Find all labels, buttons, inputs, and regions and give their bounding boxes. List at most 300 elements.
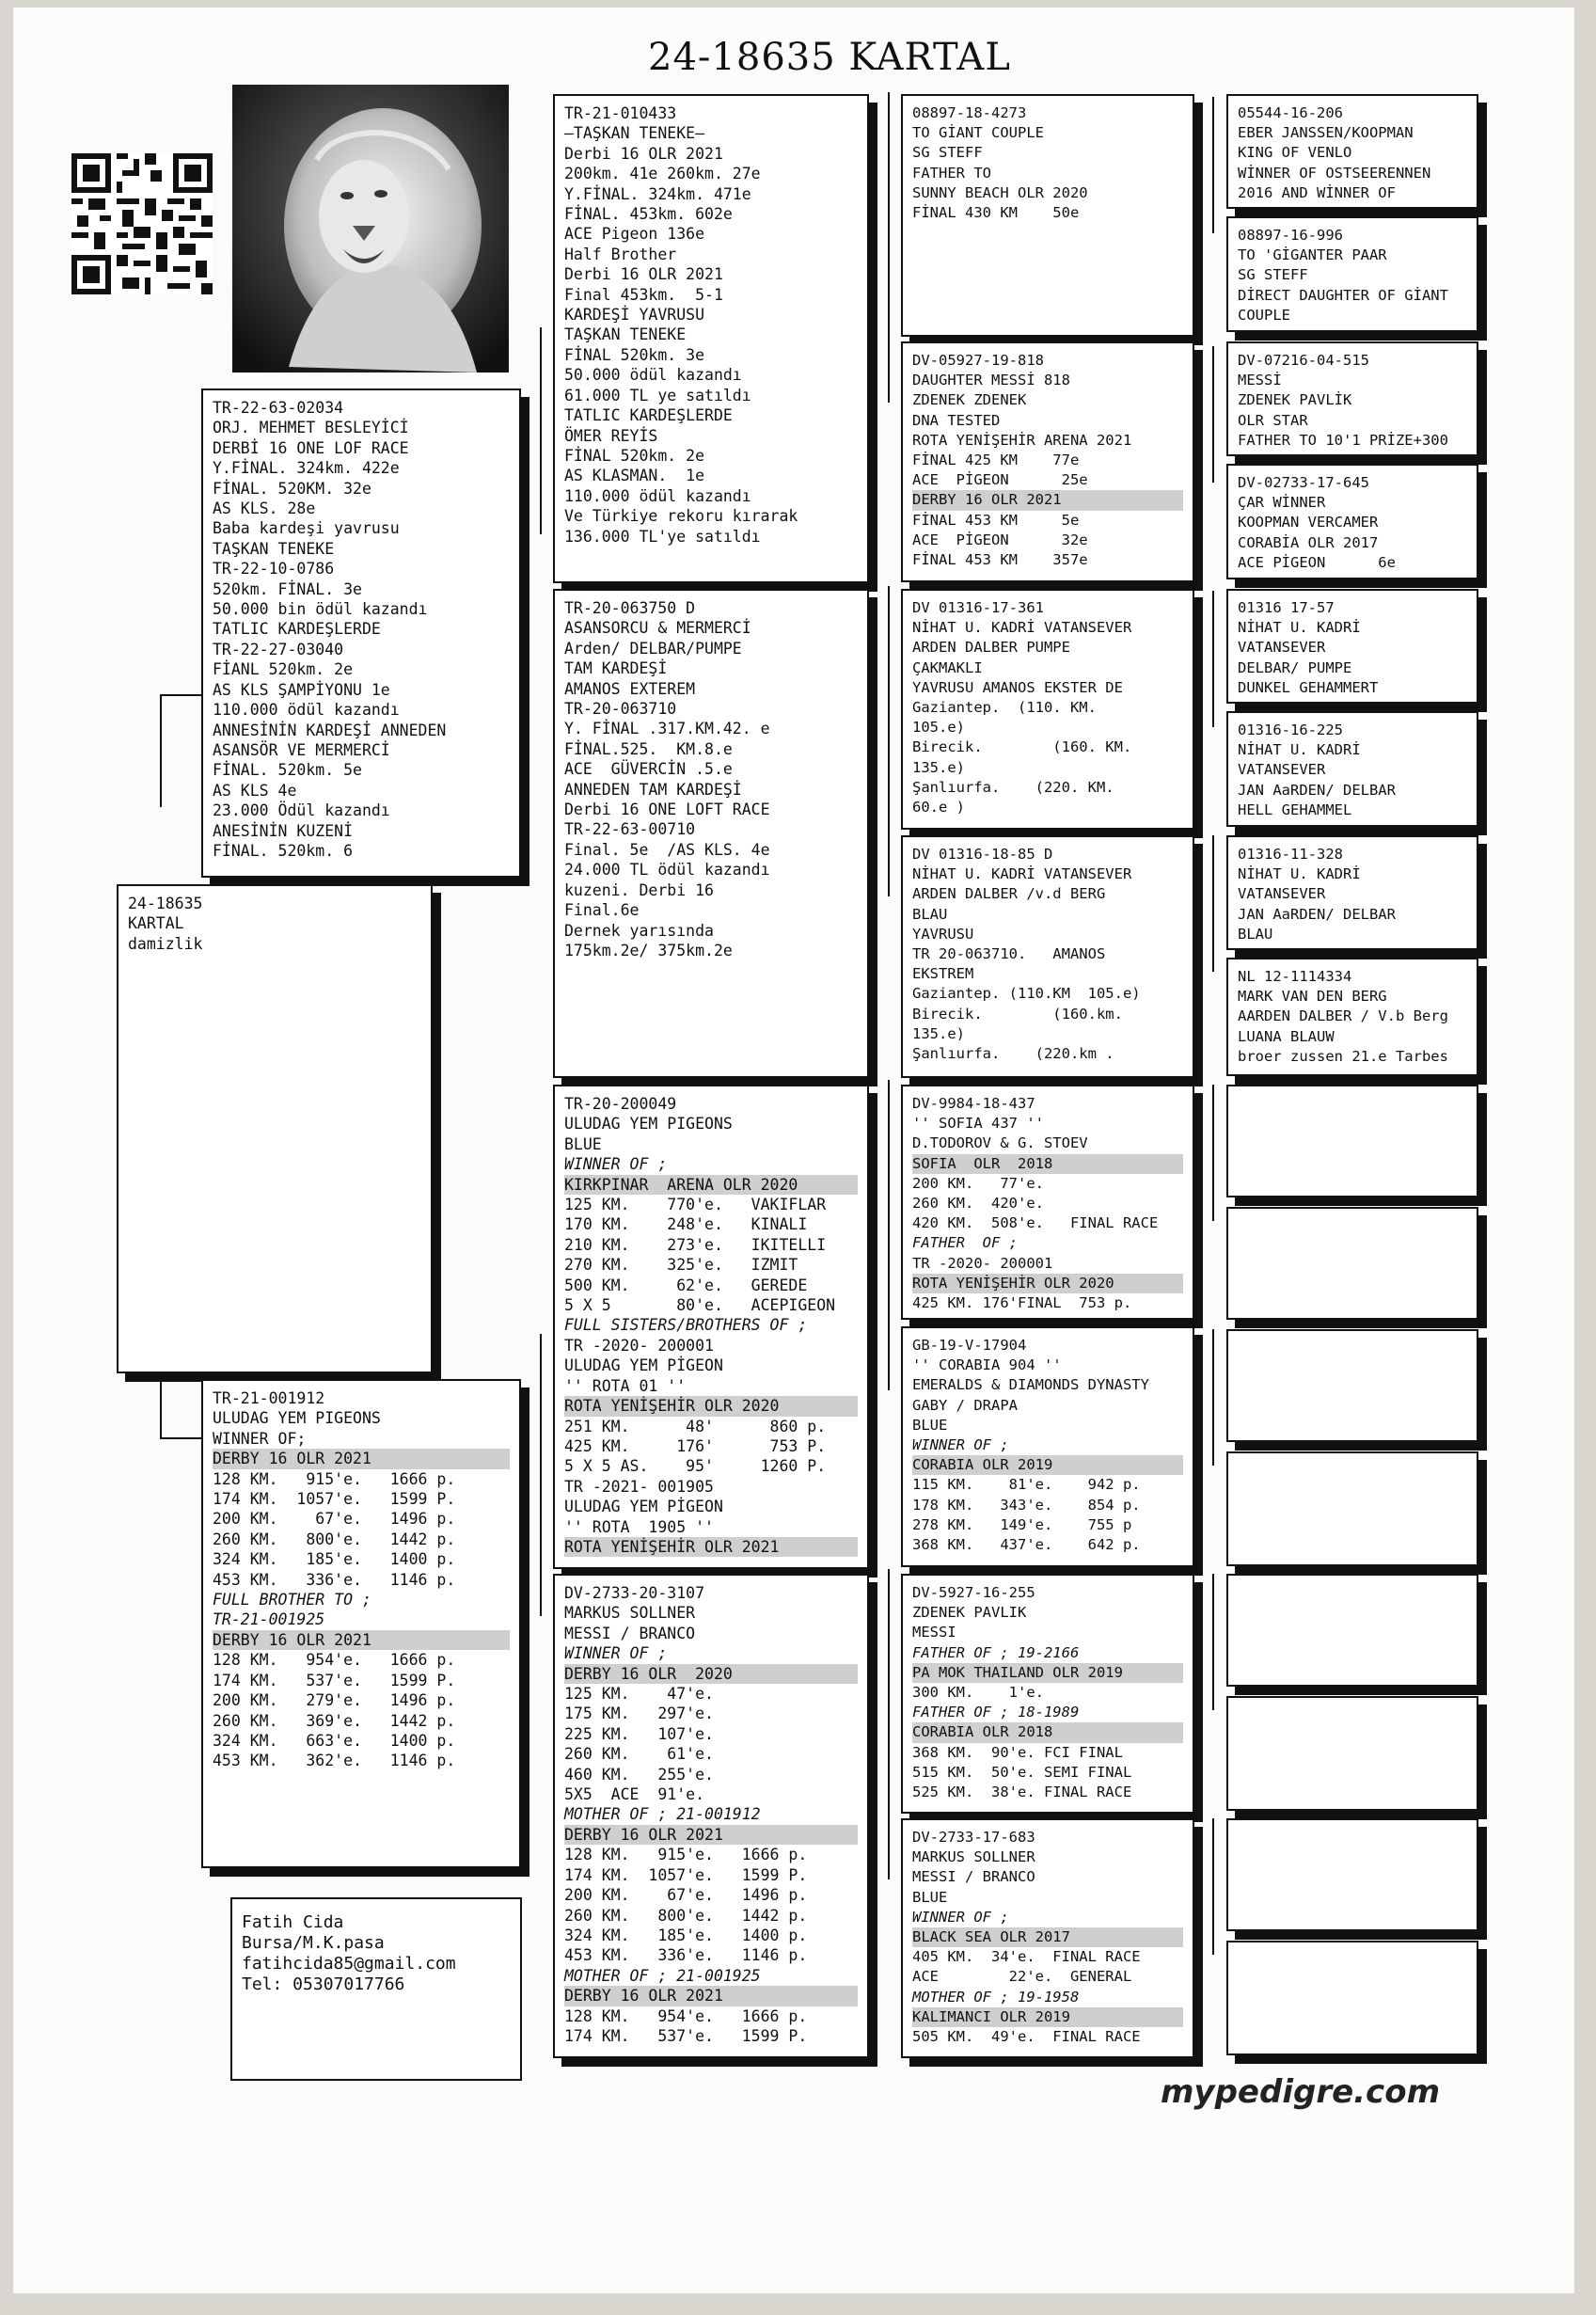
pedigree-line: LUANA BLAUW	[1238, 1027, 1335, 1045]
pedigree-line: 225 KM. 107'e.	[564, 1724, 714, 1743]
pedigree-line: DV-5927-16-255	[912, 1584, 1035, 1601]
pedigree-line: 110.000 ödül kazandı	[564, 486, 751, 505]
gen3-box	[901, 341, 1194, 582]
gen4-box	[1226, 1085, 1478, 1197]
pedigree-line: D.TODOROV & G. STOEV	[912, 1134, 1088, 1152]
pedigree-line: Y.FİNAL. 324km. 422e	[213, 459, 400, 478]
connector-line	[540, 327, 542, 534]
pedigree-line: NİHAT U. KADRİ	[1238, 741, 1361, 759]
pedigree-line: AMANOS EXTEREM	[564, 679, 696, 698]
pedigree-line: ANNESİNİN KARDEŞİ ANNEDEN	[213, 721, 447, 739]
gen3-box	[901, 835, 1194, 1078]
connector-line	[1212, 1818, 1214, 1955]
pedigree-line: MOTHER OF ; 21-001925	[564, 1966, 761, 1985]
connector-line	[1212, 1085, 1214, 1221]
pedigree-line: 50.000 ödül kazandı	[564, 366, 742, 385]
connector-line	[1212, 1329, 1214, 1466]
pedigree-line: 260 KM. 61'e.	[564, 1745, 714, 1764]
gen4-box	[1226, 1941, 1478, 2055]
pedigree-line: Derbi 16 OLR 2021	[564, 265, 723, 284]
pedigree-line: ÇAR WİNNER	[1238, 494, 1326, 512]
pedigree-line: 175 KM. 297'e.	[564, 1705, 714, 1723]
pedigree-line: EMERALDS & DIAMONDS DYNASTY	[912, 1376, 1149, 1394]
pedigree-line: DV-2733-17-683	[912, 1829, 1035, 1846]
pedigree-line: MOTHER OF ; 21-001912	[564, 1805, 761, 1824]
pedigree-line: 5X5 ACE 91'e.	[564, 1785, 705, 1804]
pedigree-line: AS KLS ŞAMPİYONU 1e	[213, 680, 390, 699]
gen4-box	[1226, 341, 1478, 456]
pedigree-line: 453 KM. 362'e. 1146 p.	[213, 1752, 456, 1770]
pedigree-line: 128 KM. 915'e. 1666 p.	[564, 1846, 808, 1864]
pedigree-line: AS KLS. 28e	[213, 499, 316, 518]
pedigree-line: KOOPMAN VERCAMER	[1238, 514, 1379, 531]
pedigree-line: MESSI / BRANCO	[564, 1624, 696, 1642]
connector-line	[1212, 346, 1214, 483]
pedigree-line: Şanlıurfa. (220. KM.	[912, 778, 1114, 796]
gen4-box	[1226, 94, 1478, 209]
pedigree-line: BLUE	[912, 1416, 948, 1434]
gen4-box	[1226, 958, 1478, 1076]
pedigree-line: DELBAR/ PUMPE	[1238, 658, 1352, 676]
pedigree-line: FİNAL. 453km. 602e	[564, 205, 733, 224]
pedigree-line: BLUE	[912, 1888, 948, 1906]
pedigree-line: Y.FİNAL. 324km. 471e	[564, 184, 751, 203]
pedigree-line: DV 01316-17-361	[912, 599, 1044, 616]
pedigree-line: FİNAL.525. KM.8.e	[564, 739, 733, 758]
pedigree-line: TR-22-63-02034	[213, 399, 344, 417]
pedigree-line: MARKUS SOLLNER	[564, 1604, 696, 1623]
gen4-box	[1226, 464, 1478, 579]
gen3-box	[901, 1326, 1194, 1567]
pedigree-line: 405 KM. 34'e. FINAL RACE	[912, 1948, 1141, 1966]
gen4-box	[1226, 1574, 1478, 1687]
pedigree-line: 200 KM. 279'e. 1496 p.	[213, 1691, 456, 1710]
pedigree-line: '' ROTA 1905 ''	[564, 1517, 714, 1536]
pedigree-line: 128 KM. 954'e. 1666 p.	[564, 2006, 808, 2025]
pedigree-line: VATANSEVER	[1238, 639, 1326, 657]
pedigree-line: WINNER OF ;	[912, 1908, 1009, 1926]
pedigree-line: ORJ. MEHMET BESLEYİCİ	[213, 419, 409, 437]
pedigree-line: '' CORABIA 904 ''	[912, 1356, 1062, 1374]
pedigree-line: Şanlıurfa. (220.km .	[912, 1045, 1114, 1063]
pedigree-line: 05544-16-206	[1238, 104, 1343, 121]
connector-line	[540, 1334, 542, 1616]
pedigree-line: TR-22-63-00710	[564, 820, 696, 839]
gen4-box	[1226, 1329, 1478, 1442]
pedigree-line: Birecik. (160.km.	[912, 1005, 1123, 1023]
pedigree-line: YAVRUSU	[912, 925, 974, 943]
pedigree-line: FİNAL. 520km. 6	[213, 841, 354, 860]
pedigree-line: '' SOFIA 437 ''	[912, 1115, 1044, 1133]
pedigree-line: DERBY 16 OLR 2021	[912, 490, 1183, 510]
pedigree-line: 324 KM. 185'e. 1400 p.	[564, 1926, 808, 1944]
pedigree-line: DİRECT DAUGHTER OF GİANT	[1238, 286, 1448, 304]
gen4-box	[1226, 589, 1478, 704]
pedigree-line: ULUDAG YEM PIGEONS	[213, 1409, 381, 1428]
pedigree-line: ASANSÖR VE MERMERCİ	[213, 740, 390, 759]
pedigree-line: ÇAKMAKLI	[912, 658, 983, 676]
pedigree-line: 260 KM. 369'e. 1442 p.	[213, 1711, 456, 1730]
connector-line	[888, 586, 890, 896]
pedigree-line: 453 KM. 336'e. 1146 p.	[564, 1946, 808, 1965]
pedigree-line: WINNER OF ;	[564, 1644, 668, 1663]
pedigree-line: DV-02733-17-645	[1238, 474, 1369, 491]
pedigree-line: ACE GÜVERCİN .5.e	[564, 760, 733, 779]
pedigree-line: FİNAL 425 KM 77e	[912, 452, 1080, 469]
pedigree-line: Baba kardeşi yavrusu	[213, 519, 400, 538]
pedigree-line: DV-05927-19-818	[912, 352, 1044, 369]
page-title: 24-18635 KARTAL	[648, 36, 1011, 79]
pedigree-line: 105.e)	[912, 719, 965, 737]
pedigree-line: 174 KM. 1057'e. 1599 P.	[213, 1490, 456, 1509]
pedigree-line: ULUDAG YEM PİGEON	[564, 1498, 723, 1516]
pedigree-line: DV-2733-20-3107	[564, 1584, 705, 1602]
gen4-box	[1226, 711, 1478, 827]
pedigree-line: GABY / DRAPA	[912, 1396, 1018, 1414]
pedigree-line: 174 KM. 537'e. 1599 P.	[213, 1671, 456, 1689]
gen4-box	[1226, 1696, 1478, 1811]
pedigree-line: TR-20-200049	[564, 1095, 677, 1113]
pedigree-line: 128 KM. 954'e. 1666 p.	[213, 1651, 456, 1670]
pedigree-line: 251 KM. 48' 860 p.	[564, 1417, 827, 1435]
pedigree-line: Gaziantep. (110. KM.	[912, 699, 1097, 717]
pedigree-line: DAUGHTER MESSİ 818	[912, 372, 1070, 389]
pedigree-sheet	[13, 8, 1574, 2293]
breeder-contact-box	[230, 1897, 522, 2081]
pedigree-line: VATANSEVER	[1238, 761, 1326, 779]
gen3-box	[901, 94, 1194, 337]
pedigree-line: Ve Türkiye rekoru kırarak	[564, 507, 798, 526]
contact-line: Tel: 05307017766	[242, 1974, 405, 1994]
connector-line	[1212, 591, 1214, 727]
pedigree-line: FİNAL. 520KM. 32e	[213, 479, 371, 498]
pedigree-line: KING OF VENLO	[1238, 144, 1352, 162]
pedigree-line: KIRKPINAR ARENA OLR 2020	[564, 1175, 858, 1195]
gen4-box	[1226, 835, 1478, 950]
pedigree-line: PA MOK THAILAND OLR 2019	[912, 1663, 1183, 1683]
pedigree-line: 453 KM. 336'e. 1146 p.	[213, 1570, 456, 1589]
pedigree-line: 08897-18-4273	[912, 104, 1027, 121]
pedigree-line: TR -2021- 001905	[564, 1477, 714, 1496]
pedigree-line: BLUE	[564, 1134, 602, 1153]
pedigree-line: COUPLE	[1238, 306, 1290, 324]
pedigree-line: 278 KM. 149'e. 755 p	[912, 1515, 1132, 1533]
pedigree-line: 525 KM. 38'e. FINAL RACE	[912, 1784, 1132, 1801]
pedigree-line: ANESİNİN KUZENİ	[213, 821, 354, 840]
pedigree-line: Final 453km. 5-1	[564, 285, 723, 304]
pedigree-line: Derbi 16 ONE LOFT RACE	[564, 801, 770, 819]
pedigree-line: NİHAT U. KADRİ	[1238, 619, 1361, 637]
pedigree-line: SOFIA OLR 2018	[912, 1154, 1183, 1174]
pedigree-line: MESSİ	[1238, 372, 1282, 389]
pedigree-line: 125 KM. 770'e. VAKIFLAR	[564, 1196, 827, 1214]
pedigree-line: SUNNY BEACH OLR 2020	[912, 183, 1088, 201]
pedigree-line: MOTHER OF ; 19-1958	[912, 1988, 1080, 2006]
grandsire-maternal-box	[553, 1085, 869, 1569]
connector-line	[888, 92, 890, 403]
pedigree-line: 210 KM. 273'e. IKITELLI	[564, 1235, 827, 1254]
pedigree-line: 368 KM. 437'e. 642 p.	[912, 1536, 1141, 1554]
pedigree-line: KALIMANCI OLR 2019	[912, 2007, 1183, 2027]
pedigree-line: ACE Pigeon 136e	[564, 225, 705, 244]
pedigree-line: 24-18635	[128, 895, 203, 912]
pedigree-line: FULL SISTERS/BROTHERS OF ;	[564, 1316, 808, 1335]
pedigree-line: 300 KM. 1'e.	[912, 1684, 1044, 1702]
pedigree-line: 200 KM. 67'e. 1496 p.	[213, 1510, 456, 1529]
connector-line	[1212, 835, 1214, 972]
pedigree-line: FİNAL 430 KM 50e	[912, 204, 1080, 222]
pedigree-line: NİHAT U. KADRİ	[1238, 865, 1361, 883]
pedigree-line: DERBY 16 OLR 2021	[564, 1986, 858, 2006]
pedigree-line: HELL GEHAMMEL	[1238, 801, 1352, 818]
brand-logo: mypedigre.com	[1161, 2073, 1441, 2111]
pedigree-line: FİNAL. 520km. 5e	[213, 761, 362, 780]
pedigree-line: Arden/ DELBAR/PUMPE	[564, 639, 742, 658]
pedigree-line: FATHER OF ; 19-2166	[912, 1643, 1080, 1661]
pedigree-line: ANNEDEN TAM KARDEŞİ	[564, 780, 742, 799]
pedigree-line: AS KLASMAN. 1e	[564, 467, 705, 485]
pedigree-line: ARDEN DALBER PUMPE	[912, 639, 1070, 657]
dam-box	[201, 1379, 521, 1868]
granddam-maternal-box	[553, 1574, 869, 2058]
pedigree-line: WINNER OF ;	[912, 1436, 1009, 1454]
pedigree-line: SG STEFF	[912, 144, 983, 162]
pedigree-line: TR-22-10-0786	[213, 560, 335, 579]
pedigree-line: DUNKEL GEHAMMERT	[1238, 678, 1379, 696]
connector-line	[888, 1569, 890, 1879]
pedigree-line: FULL BROTHER TO ;	[213, 1591, 371, 1609]
pedigree-line: —TAŞKAN TENEKE—	[564, 124, 705, 143]
gen4-box	[1226, 1451, 1478, 1566]
pedigree-line: 460 KM. 255'e.	[564, 1765, 714, 1784]
pedigree-line: 128 KM. 915'e. 1666 p.	[213, 1469, 456, 1488]
pedigree-line: DERBY 16 OLR 2021	[213, 1449, 510, 1468]
pedigree-line: MARK VAN DEN BERG	[1238, 988, 1387, 1006]
pedigree-line: ACE 22'e. GENERAL	[912, 1968, 1132, 1986]
pedigree-line: TR-21-010433	[564, 104, 677, 122]
pedigree-line: MESSI / BRANCO	[912, 1868, 1035, 1886]
pedigree-line: 135.e)	[912, 758, 965, 776]
pedigree-line: ARDEN DALBER /v.d BERG	[912, 885, 1106, 903]
pedigree-line: 110.000 ödül kazandı	[213, 701, 400, 720]
pedigree-line: DERBY 16 OLR 2021	[564, 1825, 858, 1845]
pedigree-line: TR-20-063710	[564, 700, 677, 719]
pedigree-line: FİNAL 520km. 3e	[564, 345, 705, 364]
gen4-box	[1226, 1207, 1478, 1320]
connector-line	[888, 1080, 890, 1390]
contact-line: Fatih Cida	[242, 1912, 344, 1932]
pedigree-line: FİNAL 453 KM 357e	[912, 551, 1088, 569]
pedigree-line: 368 KM. 90'e. FCI FINAL	[912, 1743, 1123, 1761]
pedigree-line: NL 12-1114334	[1238, 968, 1352, 985]
pedigree-line: DERBY 16 OLR 2020	[564, 1664, 858, 1684]
pedigree-line: DNA TESTED	[912, 411, 1001, 429]
pedigree-line: 178 KM. 343'e. 854 p.	[912, 1496, 1141, 1514]
gen3-box	[901, 589, 1194, 830]
gen4-box	[1226, 216, 1478, 332]
pedigree-line: EBER JANSSEN/KOOPMAN	[1238, 124, 1414, 142]
pedigree-line: FİNAL 520km. 2e	[564, 446, 705, 465]
pedigree-line: 2016 AND WİNNER OF	[1238, 183, 1396, 201]
pedigree-line: 260 KM. 420'e.	[912, 1195, 1044, 1213]
pedigree-line: ZDENEK ZDENEK	[912, 391, 1027, 409]
pedigree-line: DERBİ 16 ONE LOF RACE	[213, 438, 409, 457]
pedigree-line: 170 KM. 248'e. KINALI	[564, 1215, 808, 1234]
pedigree-line: Half Brother	[564, 245, 677, 263]
pedigree-line: EKSTREM	[912, 965, 974, 983]
pedigree-line: 175km.2e/ 375km.2e	[564, 941, 733, 959]
pedigree-line: 505 KM. 49'e. FINAL RACE	[912, 2028, 1141, 2046]
pedigree-line: NİHAT U. KADRİ VATANSEVER	[912, 619, 1132, 637]
pedigree-line: FATHER OF ;	[912, 1234, 1018, 1252]
pedigree-line: Derbi 16 OLR 2021	[564, 144, 723, 163]
sire-box	[201, 388, 521, 878]
contact-line: Bursa/M.K.pasa	[242, 1933, 385, 1953]
pedigree-line: '' ROTA 01 ''	[564, 1376, 687, 1395]
pedigree-line: NİHAT U. KADRİ VATANSEVER	[912, 865, 1132, 883]
pedigree-line: 420 KM. 508'e. FINAL RACE	[912, 1214, 1159, 1232]
pedigree-line: ASANSORCU & MERMERCİ	[564, 619, 751, 638]
pedigree-line: 270 KM. 325'e. IZMIT	[564, 1256, 798, 1275]
pedigree-line: 200 KM. 77'e.	[912, 1174, 1044, 1192]
pedigree-line: TO 'GİGANTER PAAR	[1238, 246, 1387, 264]
pedigree-line: 200km. 41e 260km. 27e	[564, 165, 761, 183]
pedigree-line: WİNNER OF OSTSEERENNEN	[1238, 164, 1431, 182]
pedigree-line: 260 KM. 800'e. 1442 p.	[564, 1906, 808, 1925]
lion-photo	[232, 85, 509, 373]
pedigree-line: TAM KARDEŞİ	[564, 659, 668, 678]
pedigree-line: TR 20-063710. AMANOS	[912, 945, 1106, 963]
pedigree-line: AS KLS 4e	[213, 781, 297, 800]
pedigree-line: VATANSEVER	[1238, 885, 1326, 903]
pedigree-line: broer zussen 21.e Tarbes	[1238, 1047, 1448, 1065]
pedigree-line: TAŞKAN TENEKE	[213, 539, 335, 558]
pedigree-line: 324 KM. 185'e. 1400 p.	[213, 1550, 456, 1569]
subject-box	[117, 884, 433, 1373]
pedigree-line: kuzeni. Derbi 16	[564, 880, 714, 899]
connector-line	[1212, 97, 1214, 233]
pedigree-line: TAŞKAN TENEKE	[564, 325, 687, 344]
pedigree-line: 135.e)	[912, 1024, 965, 1042]
pedigree-line: TR-20-063750 D	[564, 599, 696, 617]
pedigree-line: CORABİA OLR 2017	[1238, 533, 1379, 551]
pedigree-line: 125 KM. 47'e.	[564, 1685, 714, 1704]
pedigree-line: 136.000 TL'ye satıldı	[564, 527, 761, 546]
gen3-box	[901, 1818, 1194, 2058]
pedigree-line: YAVRUSU AMANOS EKSTER DE	[912, 678, 1123, 696]
pedigree-line: DV-07216-04-515	[1238, 352, 1369, 369]
gen4-box	[1226, 1818, 1478, 1931]
pedigree-line: KARTAL	[128, 914, 184, 933]
pedigree-line: Y. FİNAL .317.KM.42. e	[564, 720, 770, 738]
pedigree-line: JAN AaRDEN/ DELBAR	[1238, 905, 1396, 923]
pedigree-line: TR -2020- 200001	[564, 1336, 714, 1355]
pedigree-line: ROTA YENİŞEHİR OLR 2020	[912, 1274, 1183, 1293]
pedigree-line: ACE PİGEON 6e	[1238, 553, 1396, 571]
pedigree-line: FATHER TO 10'1 PRİZE+300	[1238, 431, 1448, 449]
pedigree-line: FATHER TO	[912, 164, 991, 182]
pedigree-line: 200 KM. 67'e. 1496 p.	[564, 1886, 808, 1905]
pedigree-line: MESSI	[912, 1624, 956, 1641]
connector-line	[160, 694, 162, 807]
pedigree-line: ROTA YENİŞEHİR OLR 2020	[564, 1396, 858, 1416]
pedigree-line: 500 KM. 62'e. GEREDE	[564, 1276, 808, 1294]
pedigree-line: ROTA YENİŞEHİR OLR 2021	[564, 1537, 858, 1557]
pedigree-line: FİNAL 453 KM 5e	[912, 511, 1080, 529]
pedigree-line: 23.000 Ödül kazandı	[213, 801, 390, 820]
pedigree-line: MARKUS SOLLNER	[912, 1848, 1035, 1866]
granddam-paternal-box	[553, 589, 869, 1078]
gen3-box	[901, 1085, 1194, 1320]
pedigree-line: BLAU	[1238, 925, 1273, 943]
pedigree-line: 5 X 5 80'e. ACEPIGEON	[564, 1296, 836, 1315]
pedigree-line: ZDENEK PAVLIK	[912, 1604, 1027, 1622]
pedigree-line: BLAU	[912, 905, 948, 923]
pedigree-line: ACE PİGEON 25e	[912, 471, 1088, 489]
pedigree-line: 24.000 TL ödül kazandı	[564, 861, 770, 880]
pedigree-line: FİANL 520km. 2e	[213, 660, 354, 679]
pedigree-line: 260 KM. 800'e. 1442 p.	[213, 1530, 456, 1548]
pedigree-line: TO GİANT COUPLE	[912, 124, 1044, 142]
pedigree-line: 08897-16-996	[1238, 227, 1343, 244]
pedigree-line: ÖMER REYİS	[564, 426, 658, 445]
pedigree-line: AARDEN DALBER / V.b Berg	[1238, 1007, 1448, 1025]
pedigree-line: GB-19-V-17904	[912, 1337, 1027, 1354]
pedigree-line: ROTA YENİŞEHİR ARENA 2021	[912, 431, 1132, 449]
pedigree-line: 01316 17-57	[1238, 599, 1335, 616]
pedigree-line: 174 KM. 537'e. 1599 P.	[564, 2026, 808, 2045]
pedigree-line: 515 KM. 50'e. SEMI FINAL	[912, 1763, 1132, 1781]
connector-line	[1212, 1574, 1214, 1710]
pedigree-line: 520km. FİNAL. 3e	[213, 579, 362, 598]
pedigree-line: Final. 5e /AS KLS. 4e	[564, 840, 770, 859]
pedigree-line: WINNER OF;	[213, 1429, 307, 1448]
pedigree-line: 324 KM. 663'e. 1400 p.	[213, 1731, 456, 1750]
pedigree-line: 60.e )	[912, 799, 965, 817]
pedigree-line: CORABIA OLR 2019	[912, 1455, 1183, 1475]
pedigree-line: TR-21-001925	[213, 1610, 325, 1629]
pedigree-line: TR-21-001912	[213, 1389, 325, 1407]
pedigree-line: DV-9984-18-437	[912, 1095, 1035, 1112]
pedigree-line: OLR STAR	[1238, 411, 1308, 429]
contact-line: fatihcida85@gmail.com	[242, 1954, 456, 1974]
pedigree-line: 50.000 bin ödül kazandı	[213, 600, 428, 619]
pedigree-line: BLACK SEA OLR 2017	[912, 1927, 1183, 1947]
pedigree-line: FATHER OF ; 18-1989	[912, 1704, 1080, 1721]
pedigree-line: 01316-16-225	[1238, 721, 1343, 738]
pedigree-line: Gaziantep. (110.KM 105.e)	[912, 985, 1141, 1003]
qr-code-icon	[71, 153, 213, 294]
pedigree-line: 61.000 TL ye satıldı	[564, 386, 751, 404]
pedigree-line: TATLIC KARDEŞLERDE	[564, 406, 733, 425]
pedigree-line: TATLIC KARDEŞLERDE	[213, 620, 381, 639]
pedigree-line: Birecik. (160. KM.	[912, 738, 1132, 756]
pedigree-line: 01316-11-328	[1238, 846, 1343, 863]
pedigree-line: DERBY 16 OLR 2021	[213, 1630, 510, 1650]
pedigree-line: ULUDAG YEM PIGEONS	[564, 1115, 733, 1134]
pedigree-line: JAN AaRDEN/ DELBAR	[1238, 781, 1396, 799]
pedigree-line: 5 X 5 AS. 95' 1260 P.	[564, 1457, 827, 1476]
pedigree-line: 425 KM. 176'FINAL 753 p.	[912, 1294, 1132, 1312]
pedigree-line: WINNER OF ;	[564, 1155, 668, 1174]
pedigree-line: ACE PİGEON 32e	[912, 531, 1088, 548]
pedigree-line: TR -2020- 200001	[912, 1254, 1053, 1272]
grandsire-paternal-box	[553, 94, 869, 583]
pedigree-line: ZDENEK PAVLİK	[1238, 391, 1352, 409]
pedigree-line: damizlik	[128, 934, 203, 953]
gen3-box	[901, 1574, 1194, 1814]
pedigree-line: Final.6e	[564, 901, 640, 920]
